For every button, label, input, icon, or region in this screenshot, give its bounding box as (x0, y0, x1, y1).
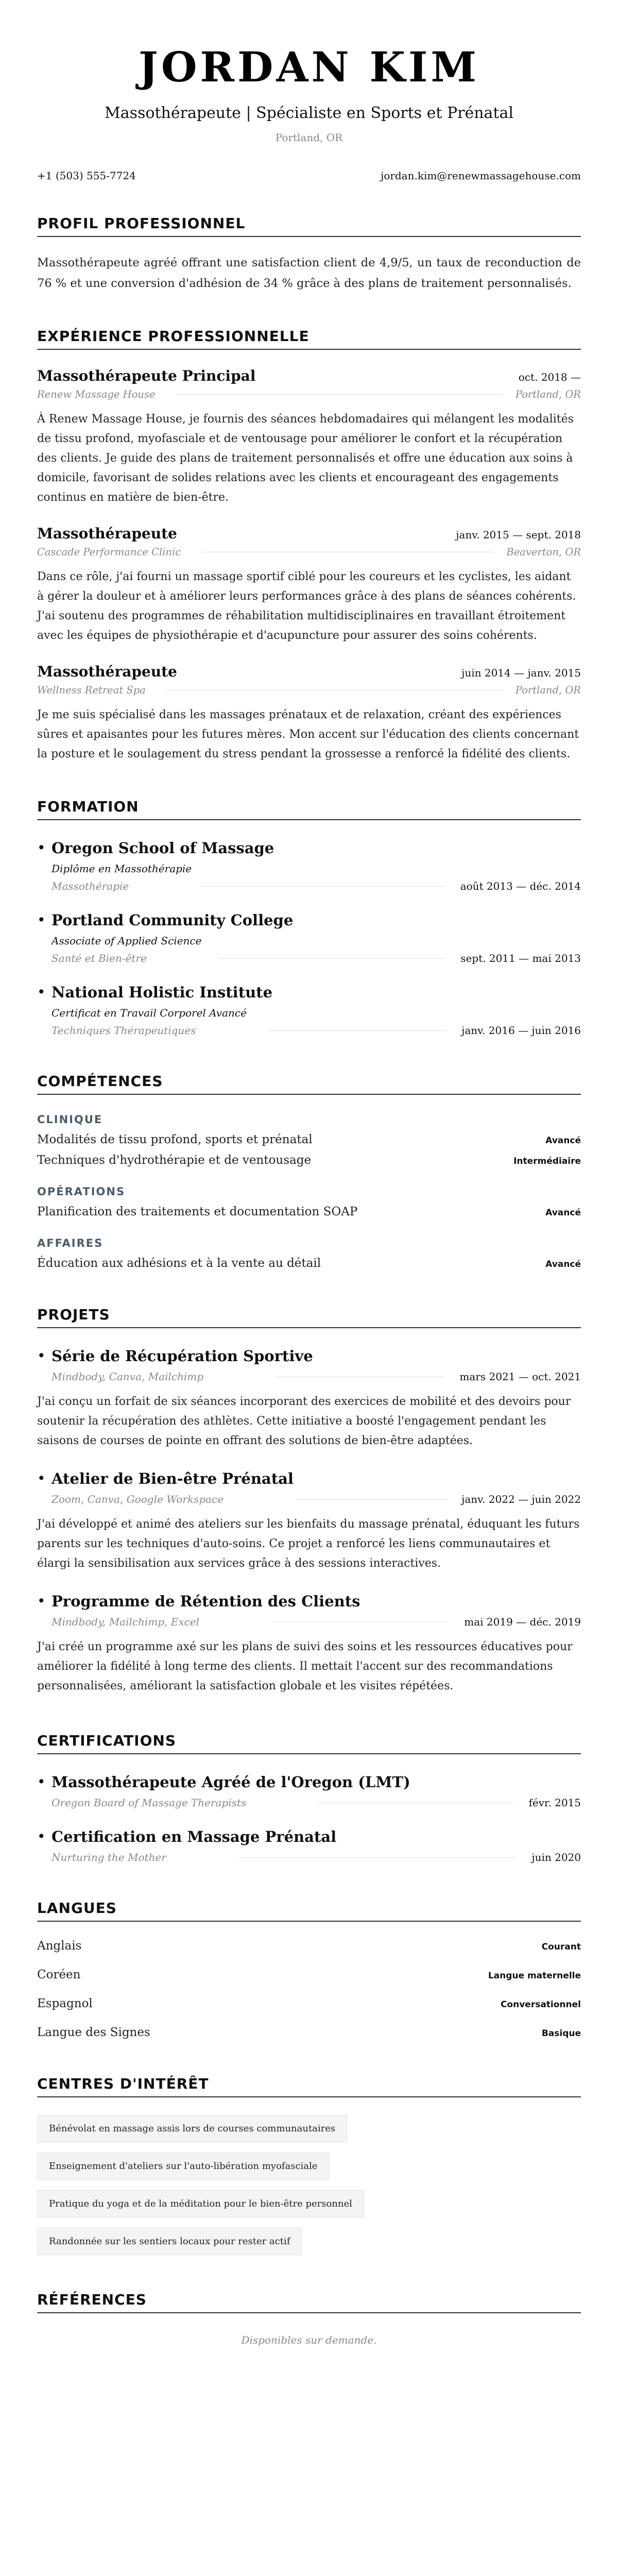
education-entry (37, 911, 581, 964)
divider (296, 1499, 446, 1500)
references-note: Disponibles sur demande. (241, 2334, 377, 2346)
language-name: Espagnol (37, 1997, 93, 2010)
languages-section (37, 1900, 581, 2039)
company-name: Cascade Performance Clinic (37, 546, 181, 558)
company-name: Renew Massage House (37, 388, 156, 400)
job-entry (37, 525, 581, 646)
headline: Massothérapeute | Spécialiste en Sports et Prénatal (105, 104, 513, 122)
skill-category: AFFAIRES (37, 1237, 104, 1249)
references-section (37, 2291, 581, 2346)
skill-group (37, 1185, 581, 1218)
job-dates: janv. 2015 — sept. 2018 (456, 529, 581, 541)
skill-category: OPÉRATIONS (37, 1185, 126, 1198)
certification-issuer: Nurturing the Mother (52, 1851, 166, 1863)
skill-name: Techniques d'hydrothérapie et de ventousage (37, 1154, 312, 1167)
project-dates: mai 2019 — déc. 2019 (464, 1616, 581, 1628)
field-of-study: Techniques Thérapeutiques (52, 1024, 196, 1037)
interest-list (37, 2097, 581, 2255)
interest-tag: Randonnée sur les sentiers locaux pour rester actif (37, 2228, 302, 2255)
contact-row (37, 170, 581, 182)
phone-number: +1 (503) 555-7724 (37, 170, 136, 182)
certification-entry (37, 1773, 581, 1809)
language-level: Langue maternelle (488, 1971, 581, 1981)
interest-tag: Bénévolat en massage assis lors de courses communautaires (37, 2115, 347, 2142)
field-of-study: Santé et Bien-être (52, 952, 147, 964)
language-list (37, 1939, 581, 2039)
divider (268, 1030, 446, 1031)
language-level: Conversationnel (500, 1999, 581, 2010)
divider (176, 394, 503, 395)
divider (201, 886, 444, 887)
school-name: • Portland Community College (52, 911, 294, 929)
section-title: EXPÉRIENCE PROFESSIONNELLE (37, 328, 581, 350)
section-title: PROJETS (37, 1306, 581, 1328)
profile-section (37, 215, 581, 294)
degree: Certificat en Travail Corporel Avancé (52, 1007, 247, 1019)
skill-name: Éducation aux adhésions et à la vente au détail (37, 1257, 321, 1270)
divider (238, 1857, 517, 1858)
project-tools: Mindbody, Mailchimp, Excel (52, 1616, 200, 1628)
project-description: J'ai conçu un forfait de six séances incorporant des exercices de mobilité et des devoirs pour soutenir la récupération des athlètes. Cette initiative a boosté l'engagement pendant les saisons de courses de pointe en offrant des solutions de bien-être adaptées. (37, 1395, 571, 1447)
section-title: RÉFÉRENCES (37, 2291, 581, 2313)
section-title: FORMATION (37, 798, 581, 820)
project-entry (37, 1469, 581, 1573)
language-row (37, 1997, 581, 2010)
job-description: Dans ce rôle, j'ai fourni un massage sportif ciblé pour les coureurs et les cyclistes, les aidant à gérer la douleur et à améliorer leurs performances grâce à des plans de séances cohérents. J'ai soutenu des programmes de réhabilitation multidisciplinaires en travaillant étroitement avec les équipes de physiothérapie et d'acupuncture pour assurer des soins cohérents. (37, 570, 576, 642)
divider (219, 958, 445, 959)
language-row (37, 2026, 581, 2039)
projects-section (37, 1306, 581, 1696)
certifications-section (37, 1732, 581, 1863)
field-of-study: Massothérapie (52, 880, 129, 892)
skill-name: Planification des traitements et documentation SOAP (37, 1205, 358, 1218)
section-title: CENTRES D'INTÉRÊT (37, 2075, 581, 2097)
language-name: Langue des Signes (37, 2026, 150, 2039)
job-entry (37, 367, 581, 507)
skill-level: Avancé (545, 1136, 581, 1146)
job-description: À Renew Massage House, je fournis des séances hebdomadaires qui mélangent les modalités de tissu profond, myofasciale et de ventousage pour améliorer le confort et la récupération des clients. Je guide des plans de traitement personnalisés et offre une éducation aux soins à domicile, favorisant de solides relations avec les clients et encourageant des engagements continus en matière de bien-être. (37, 413, 574, 504)
project-name: • Atelier de Bien-être Prénatal (52, 1470, 294, 1487)
certification-entry (37, 1827, 581, 1863)
project-tools: Mindbody, Canva, Mailchimp (52, 1370, 204, 1383)
project-dates: mars 2021 — oct. 2021 (459, 1370, 581, 1383)
certification-name: • Massothérapeute Agréé de l'Oregon (LMT) (52, 1773, 410, 1791)
skill-category: CLINIQUE (37, 1113, 103, 1126)
education-entry (37, 983, 581, 1037)
skill-row (37, 1154, 581, 1167)
job-description: Je me suis spécialisé dans les massages prénataux et de relaxation, créant des expériences sûres et apaisantes pour les futures mères. Mon accent sur l'éducation des clients concernant la posture et le soulagement du stress pendant la grossesse a renforcé la fidélité des clients. (37, 708, 579, 760)
certification-date: févr. 2015 (528, 1797, 581, 1809)
interest-tag: Enseignement d'ateliers sur l'auto-libération myofasciale (37, 2153, 329, 2180)
skill-level: Avancé (545, 1259, 581, 1269)
language-row (37, 1939, 581, 1953)
company-name: Wellness Retreat Spa (37, 684, 146, 696)
education-dates: août 2013 — déc. 2014 (460, 880, 581, 892)
interests-section (37, 2075, 581, 2255)
job-title: Massothérapeute Principal (37, 367, 256, 384)
job-location: Portland, OR (515, 684, 581, 696)
profile-summary: Massothérapeute agréé offrant une satisfaction client de 4,9/5, un taux de reconduction de 76 % et une conversion d'adhésion de 34 % grâce à des plans de traitement personnalisés. (37, 256, 581, 290)
degree: Associate of Applied Science (52, 935, 202, 947)
school-name: • Oregon School of Massage (52, 839, 274, 857)
skill-level: Avancé (545, 1208, 581, 1218)
project-entry (37, 1347, 581, 1451)
certification-date: juin 2020 (531, 1851, 581, 1863)
certification-issuer: Oregon Board of Massage Therapists (52, 1797, 247, 1809)
skill-row (37, 1257, 581, 1270)
location: Portland, OR (275, 131, 343, 144)
interest-tag: Pratique du yoga et de la méditation pour le bien-être personnel (37, 2190, 364, 2217)
skills-section (37, 1073, 581, 1270)
project-entry (37, 1592, 581, 1696)
language-row (37, 1968, 581, 1981)
section-title: COMPÉTENCES (37, 1073, 581, 1095)
school-name: • National Holistic Institute (52, 984, 273, 1001)
language-name: Coréen (37, 1968, 81, 1981)
project-description: J'ai développé et animé des ateliers sur les bienfaits du massage prénatal, éduquant les futurs parents sur les techniques d'auto-soins. Ce projet a renforcé les liens communautaires et élargi la sensibilisation aux services grâce à des sessions interactives. (37, 1518, 580, 1570)
section-title: LANGUES (37, 1900, 581, 1922)
job-title: Massothérapeute (37, 525, 177, 542)
language-level: Courant (541, 1942, 581, 1952)
education-entry (37, 839, 581, 892)
job-dates: oct. 2018 — (518, 371, 581, 383)
project-name: • Programme de Rétention des Clients (52, 1592, 360, 1610)
section-title: CERTIFICATIONS (37, 1732, 581, 1754)
email-address[interactable]: jordan.kim@renewmassagehouse.com (381, 170, 581, 182)
job-location: Beaverton, OR (506, 546, 581, 558)
skill-row (37, 1205, 581, 1218)
skill-row (37, 1133, 581, 1146)
project-name: • Série de Récupération Sportive (52, 1347, 313, 1365)
job-entry (37, 663, 581, 764)
skill-name: Modalités de tissu profond, sports et prénatal (37, 1133, 313, 1146)
candidate-name: JORDAN KIM (139, 43, 479, 91)
skill-level: Intermédiaire (513, 1156, 581, 1166)
language-level: Basique (541, 2028, 581, 2039)
job-title: Massothérapeute (37, 663, 177, 680)
degree: Diplôme en Massothérapie (52, 862, 192, 875)
language-name: Anglais (37, 1939, 82, 1953)
skill-group (37, 1113, 581, 1167)
education-dates: sept. 2011 — mai 2013 (460, 952, 581, 964)
project-tools: Zoom, Canva, Google Workspace (52, 1493, 224, 1505)
project-description: J'ai créé un programme axé sur les plans de suivi des soins et les ressources éducatives pour améliorer la fidélité à long terme des clients. Il mettait l'accent sur des recommandations personnalisées, améliorant la satisfaction globale et les visites répétées. (37, 1640, 573, 1692)
education-dates: janv. 2016 — juin 2016 (461, 1024, 581, 1037)
project-dates: janv. 2022 — juin 2022 (461, 1493, 581, 1505)
job-dates: juin 2014 — janv. 2015 (461, 667, 581, 679)
job-location: Portland, OR (515, 388, 581, 400)
experience-section (37, 328, 581, 764)
section-title: PROFIL PROFESSIONNEL (37, 215, 581, 237)
certification-name: • Certification en Massage Prénatal (52, 1828, 337, 1845)
education-section (37, 798, 581, 1037)
skill-group (37, 1237, 581, 1270)
